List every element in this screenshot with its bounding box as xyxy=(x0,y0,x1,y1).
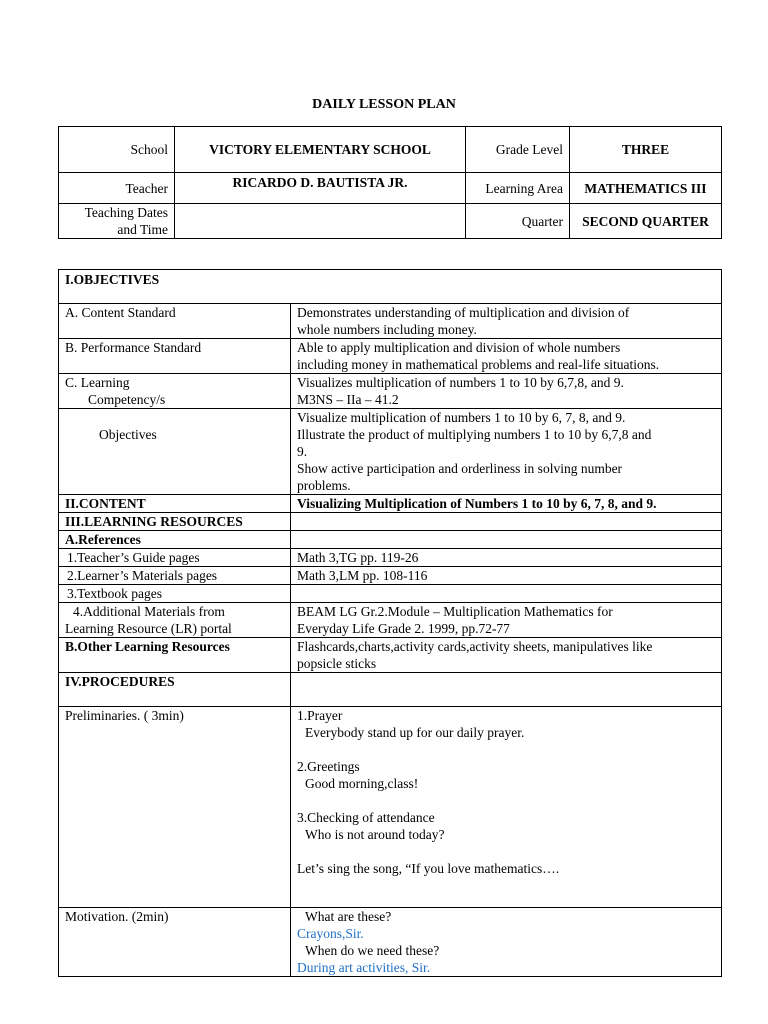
tg-value: Math 3,TG pp. 119-26 xyxy=(291,549,722,567)
other-resources-label: B.Other Learning Resources xyxy=(59,638,291,673)
dates-label xyxy=(59,204,175,239)
prayer-title: 1.Prayer xyxy=(297,708,343,723)
competency-label xyxy=(59,374,291,409)
motivation-answer: During art activities, Sir. xyxy=(297,960,431,975)
tg-label: 1.Teacher’s Guide pages xyxy=(59,549,291,567)
quarter-label: Quarter xyxy=(466,204,570,239)
area-label: Learning Area xyxy=(466,173,570,204)
textbook-value xyxy=(291,585,722,603)
teacher-label: Teacher xyxy=(59,173,175,204)
resources-heading: III.LEARNING RESOURCES xyxy=(59,513,291,531)
competency-line: M3NS – IIa – 41.2 xyxy=(297,392,399,407)
references-value xyxy=(291,531,722,549)
procedures-heading: IV.PROCEDURES xyxy=(59,673,291,707)
competency-line: Visualizes multiplication of numbers 1 to 10 by 6,7,8, and 9. xyxy=(297,375,624,390)
song-text: Let’s sing the song, “If you love mathematics…. xyxy=(297,861,560,876)
performance-standard-line: including money in mathematical problems and real-life situations. xyxy=(297,357,660,372)
attendance-title: 3.Checking of attendance xyxy=(297,810,435,825)
objective-line: Illustrate the product of multiplying numbers 1 to 10 by 6,7,8 and xyxy=(297,427,652,442)
competency-label-line: C. Learning xyxy=(65,375,130,390)
other-resources-line: Flashcards,charts,activity cards,activity sheets, manipulatives like xyxy=(297,639,653,654)
greetings-text: Good morning,class! xyxy=(305,776,419,791)
objective-line: problems. xyxy=(297,478,351,493)
objectives-heading: I.OBJECTIVES xyxy=(59,270,722,304)
motivation-question: What are these? xyxy=(305,909,392,924)
additional-label xyxy=(59,603,291,638)
content-standard-line: Demonstrates understanding of multiplication and division of xyxy=(297,305,630,320)
lesson-table xyxy=(58,269,722,977)
motivation-value xyxy=(291,908,722,977)
dates-label-line-1: Teaching Dates xyxy=(84,205,168,220)
content-standard-line: whole numbers including money. xyxy=(297,322,477,337)
objectives-label: Objectives xyxy=(59,409,291,495)
other-resources-value xyxy=(291,638,722,673)
content-heading: II.CONTENT xyxy=(59,495,291,513)
additional-value-line: Everyday Life Grade 2. 1999, pp.72-77 xyxy=(297,621,510,636)
school-label: School xyxy=(59,127,175,173)
content-standard-value xyxy=(291,304,722,339)
references-label: A.References xyxy=(59,531,291,549)
lm-label: 2.Learner’s Materials pages xyxy=(59,567,291,585)
additional-label-line: 4.Additional Materials from xyxy=(73,604,225,619)
competency-value xyxy=(291,374,722,409)
area-value: MATHEMATICS III xyxy=(570,173,722,204)
lm-value: Math 3,LM pp. 108-116 xyxy=(291,567,722,585)
motivation-label: Motivation. (2min) xyxy=(59,908,291,977)
teacher-value: RICARDO D. BAUTISTA JR. xyxy=(175,173,466,204)
textbook-label: 3.Textbook pages xyxy=(59,585,291,603)
additional-value xyxy=(291,603,722,638)
performance-standard-label: B. Performance Standard xyxy=(59,339,291,374)
performance-standard-value xyxy=(291,339,722,374)
attendance-text: Who is not around today? xyxy=(305,827,445,842)
content-standard-label: A. Content Standard xyxy=(59,304,291,339)
content-value: Visualizing Multiplication of Numbers 1 to 10 by 6, 7, 8, and 9. xyxy=(291,495,722,513)
procedures-heading-value xyxy=(291,673,722,707)
dates-value xyxy=(175,204,466,239)
objective-line: Visualize multiplication of numbers 1 to 10 by 6, 7, 8, and 9. xyxy=(297,410,626,425)
preliminaries-value xyxy=(291,707,722,908)
competency-label-line: Competency/s xyxy=(88,392,166,407)
objective-line: Show active participation and orderliness in solving number xyxy=(297,461,623,476)
objective-line: 9. xyxy=(297,444,308,459)
grade-label: Grade Level xyxy=(466,127,570,173)
page-title: DAILY LESSON PLAN xyxy=(312,97,456,112)
motivation-answer: Crayons,Sir. xyxy=(297,926,364,941)
school-value: VICTORY ELEMENTARY SCHOOL xyxy=(175,127,466,173)
objectives-value xyxy=(291,409,722,495)
preliminaries-label: Preliminaries. ( 3min) xyxy=(59,707,291,908)
resources-heading-value xyxy=(291,513,722,531)
additional-label-line: Learning Resource (LR) portal xyxy=(65,621,232,636)
additional-value-line: BEAM LG Gr.2.Module – Multiplication Mathematics for xyxy=(297,604,613,619)
performance-standard-line: Able to apply multiplication and division of whole numbers xyxy=(297,340,621,355)
dates-label-line-2: and Time xyxy=(117,222,168,237)
other-resources-line: popsicle sticks xyxy=(297,656,377,671)
motivation-question: When do we need these? xyxy=(305,943,440,958)
header-table xyxy=(58,126,722,239)
quarter-value: SECOND QUARTER xyxy=(570,204,722,239)
grade-value: THREE xyxy=(570,127,722,173)
prayer-text: Everybody stand up for our daily prayer. xyxy=(305,725,525,740)
greetings-title: 2.Greetings xyxy=(297,759,360,774)
